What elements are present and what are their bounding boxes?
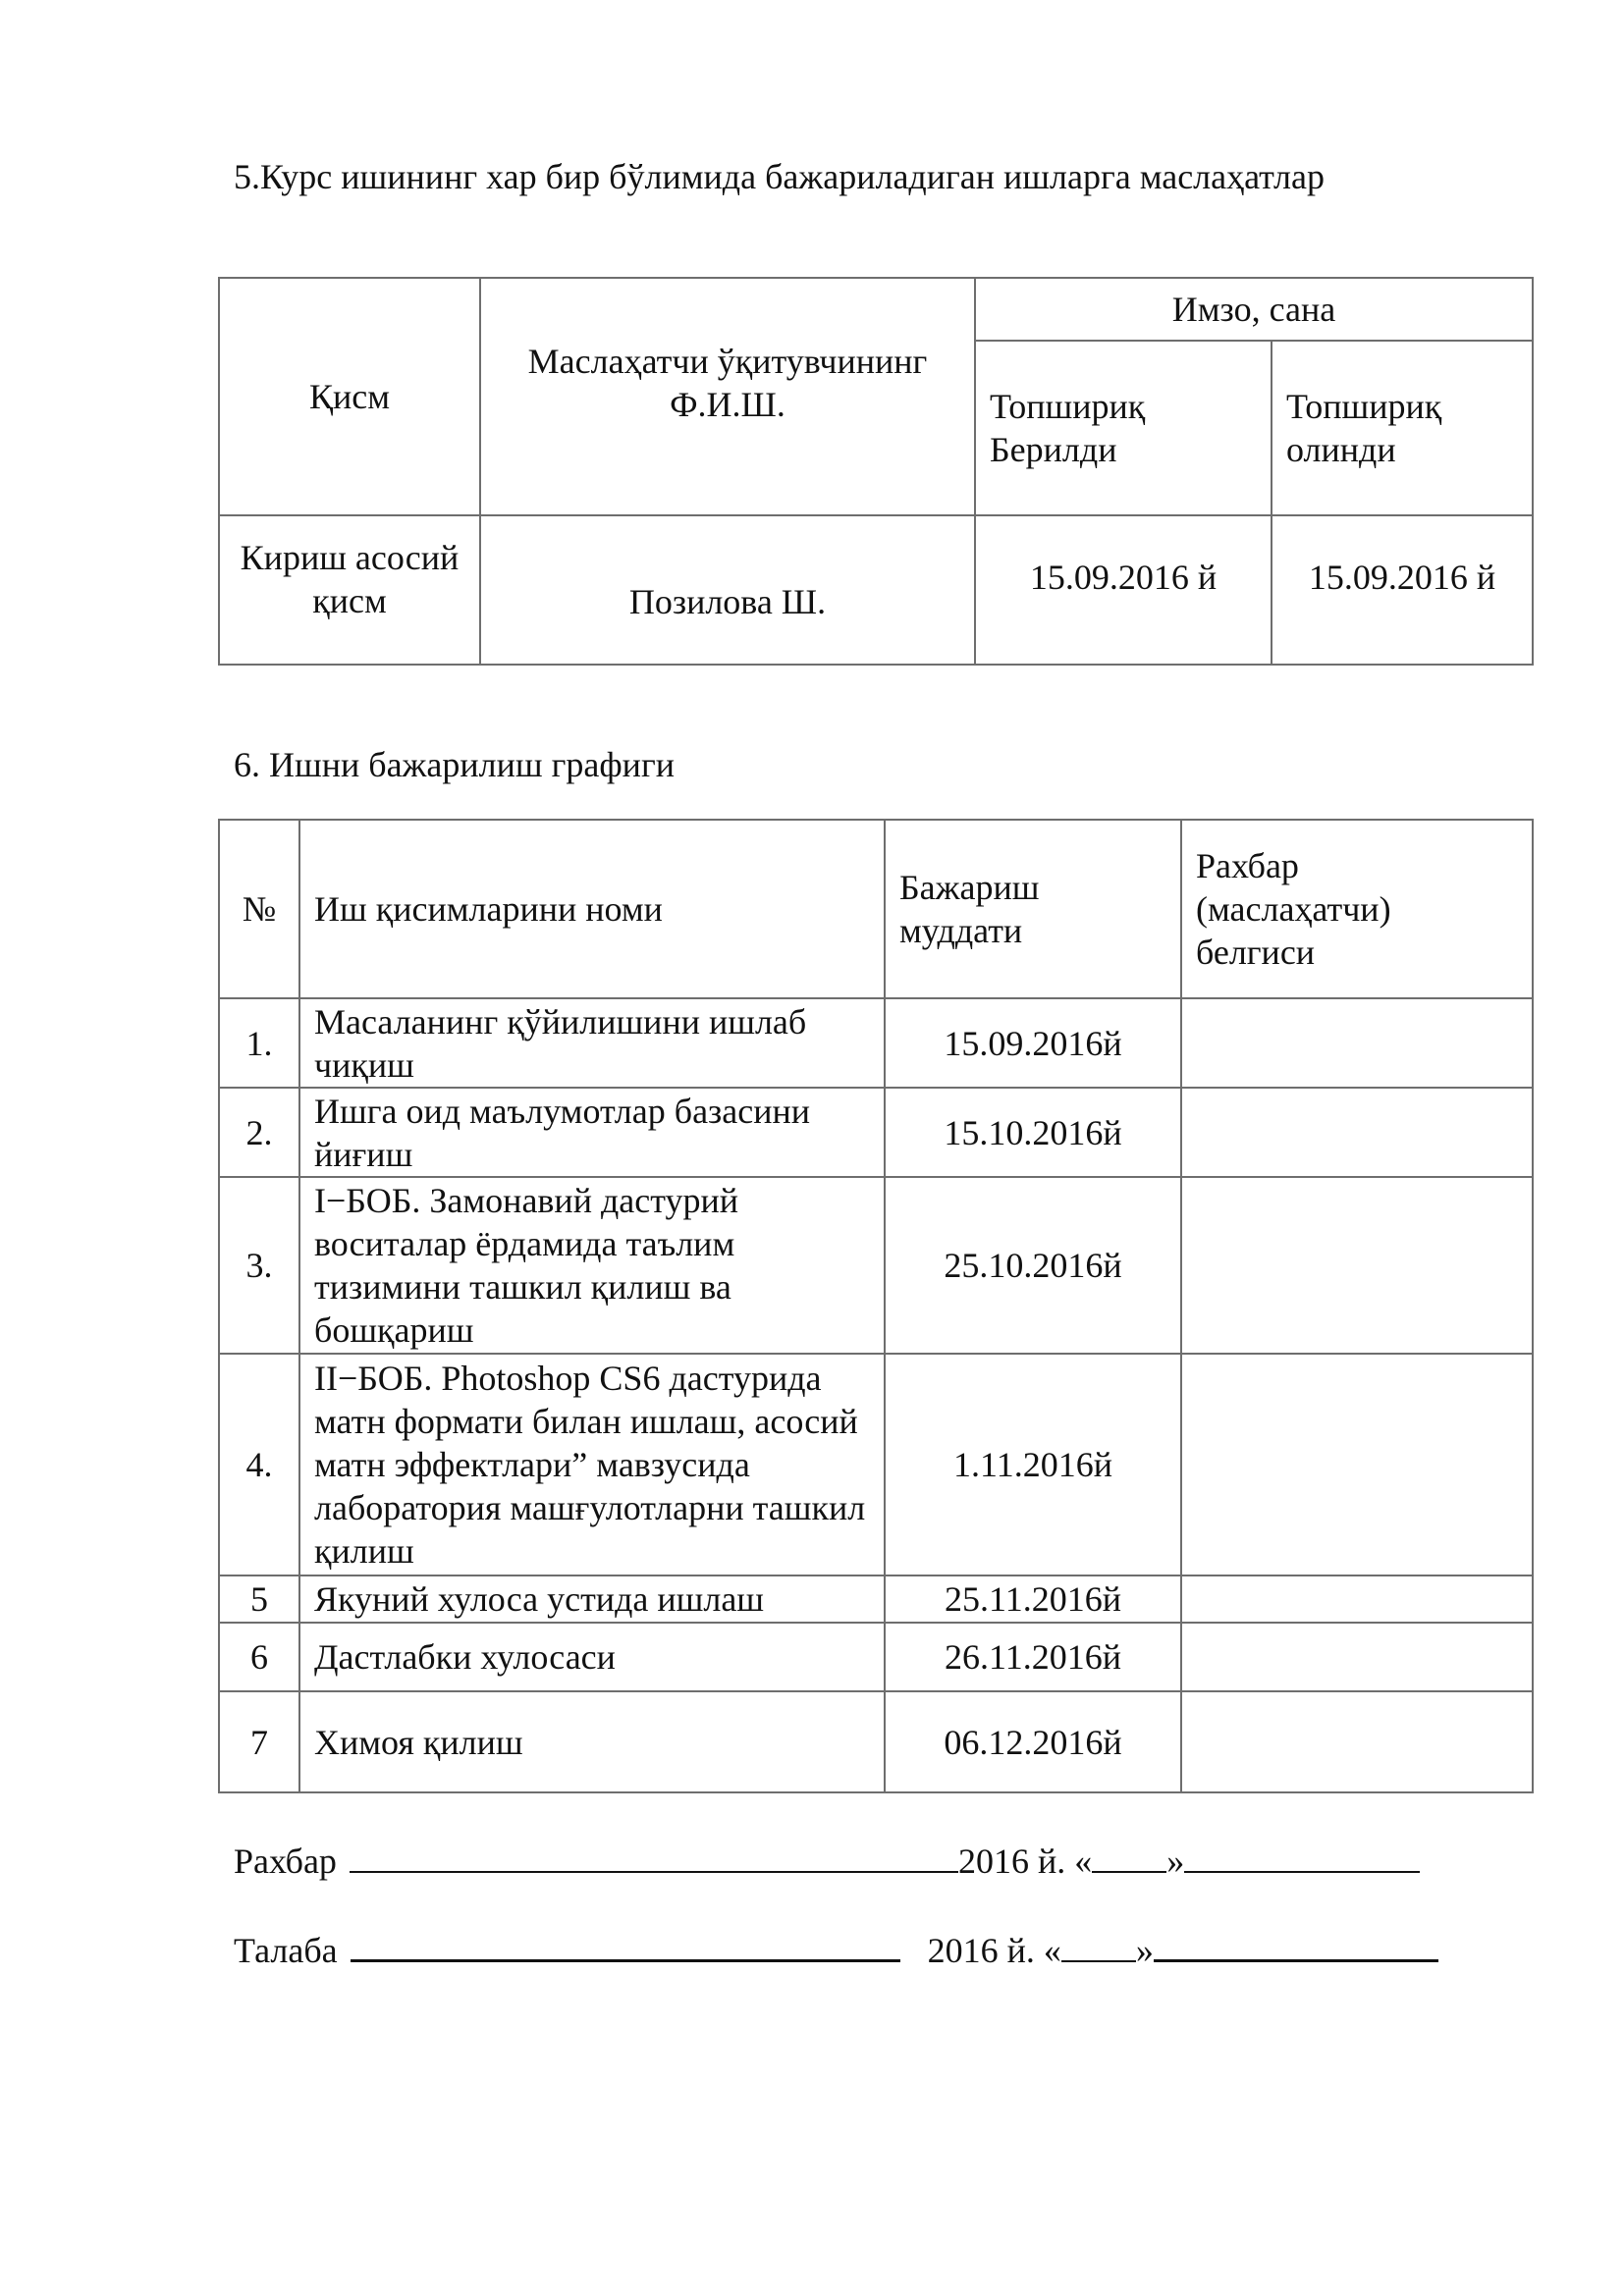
header-work-name: Иш қисимларини номи xyxy=(299,820,885,998)
table-row xyxy=(219,1623,1533,1691)
supervisor-name-blank xyxy=(350,1840,958,1873)
student-close-quote: » xyxy=(1135,1931,1154,1970)
row-deadline: 15.10.2016й xyxy=(885,1088,1181,1177)
header-signature-date: Имзо, сана xyxy=(975,278,1533,341)
supervisor-close-quote: » xyxy=(1166,1842,1185,1881)
header-advisor xyxy=(480,278,975,515)
student-month-blank xyxy=(1154,1928,1438,1962)
row-supervisor-mark xyxy=(1181,1354,1533,1575)
row-given-date xyxy=(975,515,1272,665)
row-deadline: 25.11.2016й xyxy=(885,1575,1181,1623)
header-supervisor-mark: Рахбар (маслаҳатчи) белгиси xyxy=(1181,820,1533,998)
student-year-text: 2016 й. « xyxy=(927,1931,1061,1970)
row-deadline: 26.11.2016й xyxy=(885,1623,1181,1691)
header-qism: Қисм xyxy=(219,278,480,515)
row-work-name: II−БОБ. Photoshop CS6 дастурида матн формати билан ишлаш, асосий матн эффектлари” мавзусида лаборатория машғулотларни ташкил қилиш xyxy=(299,1354,885,1575)
row-received-date-text: 15.09.2016 й xyxy=(1308,558,1496,597)
supervisor-label: Рахбар xyxy=(234,1842,337,1881)
student-day-blank xyxy=(1061,1929,1136,1962)
row-deadline: 06.12.2016й xyxy=(885,1691,1181,1792)
supervisor-year-text: 2016 й. « xyxy=(957,1842,1093,1881)
header-advisor-text: Маслаҳатчи ўқитувчининг Ф.И.Ш. xyxy=(527,342,928,424)
header-deadline: Бажариш муддати xyxy=(885,820,1181,998)
row-num: 5 xyxy=(219,1575,299,1623)
row-num: 6 xyxy=(219,1623,299,1691)
row-num: 2. xyxy=(219,1088,299,1177)
row-deadline: 1.11.2016й xyxy=(885,1354,1181,1575)
row-supervisor-mark xyxy=(1181,1575,1533,1623)
supervisor-signature-line xyxy=(234,1840,1420,1883)
row-deadline: 25.10.2016й xyxy=(885,1177,1181,1354)
row-work-name: Масаланинг қўйилишини ишлаб чиқиш xyxy=(299,998,885,1088)
row-work-name: Якуний хулоса устида ишлаш xyxy=(299,1575,885,1623)
row-supervisor-mark xyxy=(1181,998,1533,1088)
row-work-name: Дастлабки хулосаси xyxy=(299,1623,885,1691)
section6-heading: 6. Ишни бажарилиш графиги xyxy=(234,745,675,784)
schedule-table xyxy=(218,819,1534,1793)
row-num: 7 xyxy=(219,1691,299,1792)
section5-heading: 5.Курс ишининг хар бир бўлимида бажариладиган ишларга маслаҳатлар xyxy=(234,157,1325,196)
table-row xyxy=(219,1088,1533,1177)
row-advisor xyxy=(480,515,975,665)
row-deadline: 15.09.2016й xyxy=(885,998,1181,1088)
supervisor-day-blank xyxy=(1092,1840,1166,1873)
table-row xyxy=(219,1354,1533,1575)
row-received-date xyxy=(1272,515,1533,665)
row-qism-text: Кириш асосий қисм xyxy=(240,538,460,620)
row-work-name: Ишга оид маълумотлар базасини йиғиш xyxy=(299,1088,885,1177)
row-supervisor-mark xyxy=(1181,1088,1533,1177)
table-row xyxy=(219,998,1533,1088)
row-supervisor-mark xyxy=(1181,1177,1533,1354)
table-row xyxy=(219,1691,1533,1792)
row-advisor-text: Позилова Ш. xyxy=(628,582,827,621)
header-task-given: Топшириқ Берилди xyxy=(975,341,1272,515)
table-row xyxy=(219,1177,1533,1354)
header-num: № xyxy=(219,820,299,998)
row-num: 4. xyxy=(219,1354,299,1575)
student-name-blank xyxy=(351,1928,900,1962)
row-work-name: Химоя қилиш xyxy=(299,1691,885,1792)
student-label: Талаба xyxy=(234,1931,338,1970)
student-signature-line xyxy=(234,1928,1438,1972)
row-num: 3. xyxy=(219,1177,299,1354)
supervisor-month-blank xyxy=(1184,1840,1420,1873)
table-row xyxy=(219,1575,1533,1623)
row-given-date-text: 15.09.2016 й xyxy=(1029,558,1218,597)
row-num: 1. xyxy=(219,998,299,1088)
row-supervisor-mark xyxy=(1181,1623,1533,1691)
header-task-received: Топшириқ олинди xyxy=(1272,341,1533,515)
row-qism xyxy=(219,515,480,665)
row-work-name: I−БОБ. Замонавий дастурий воситалар ёрдамида таълим тизимини ташкил қилиш ва бошқариш xyxy=(299,1177,885,1354)
advisors-table xyxy=(218,277,1534,666)
row-supervisor-mark xyxy=(1181,1691,1533,1792)
